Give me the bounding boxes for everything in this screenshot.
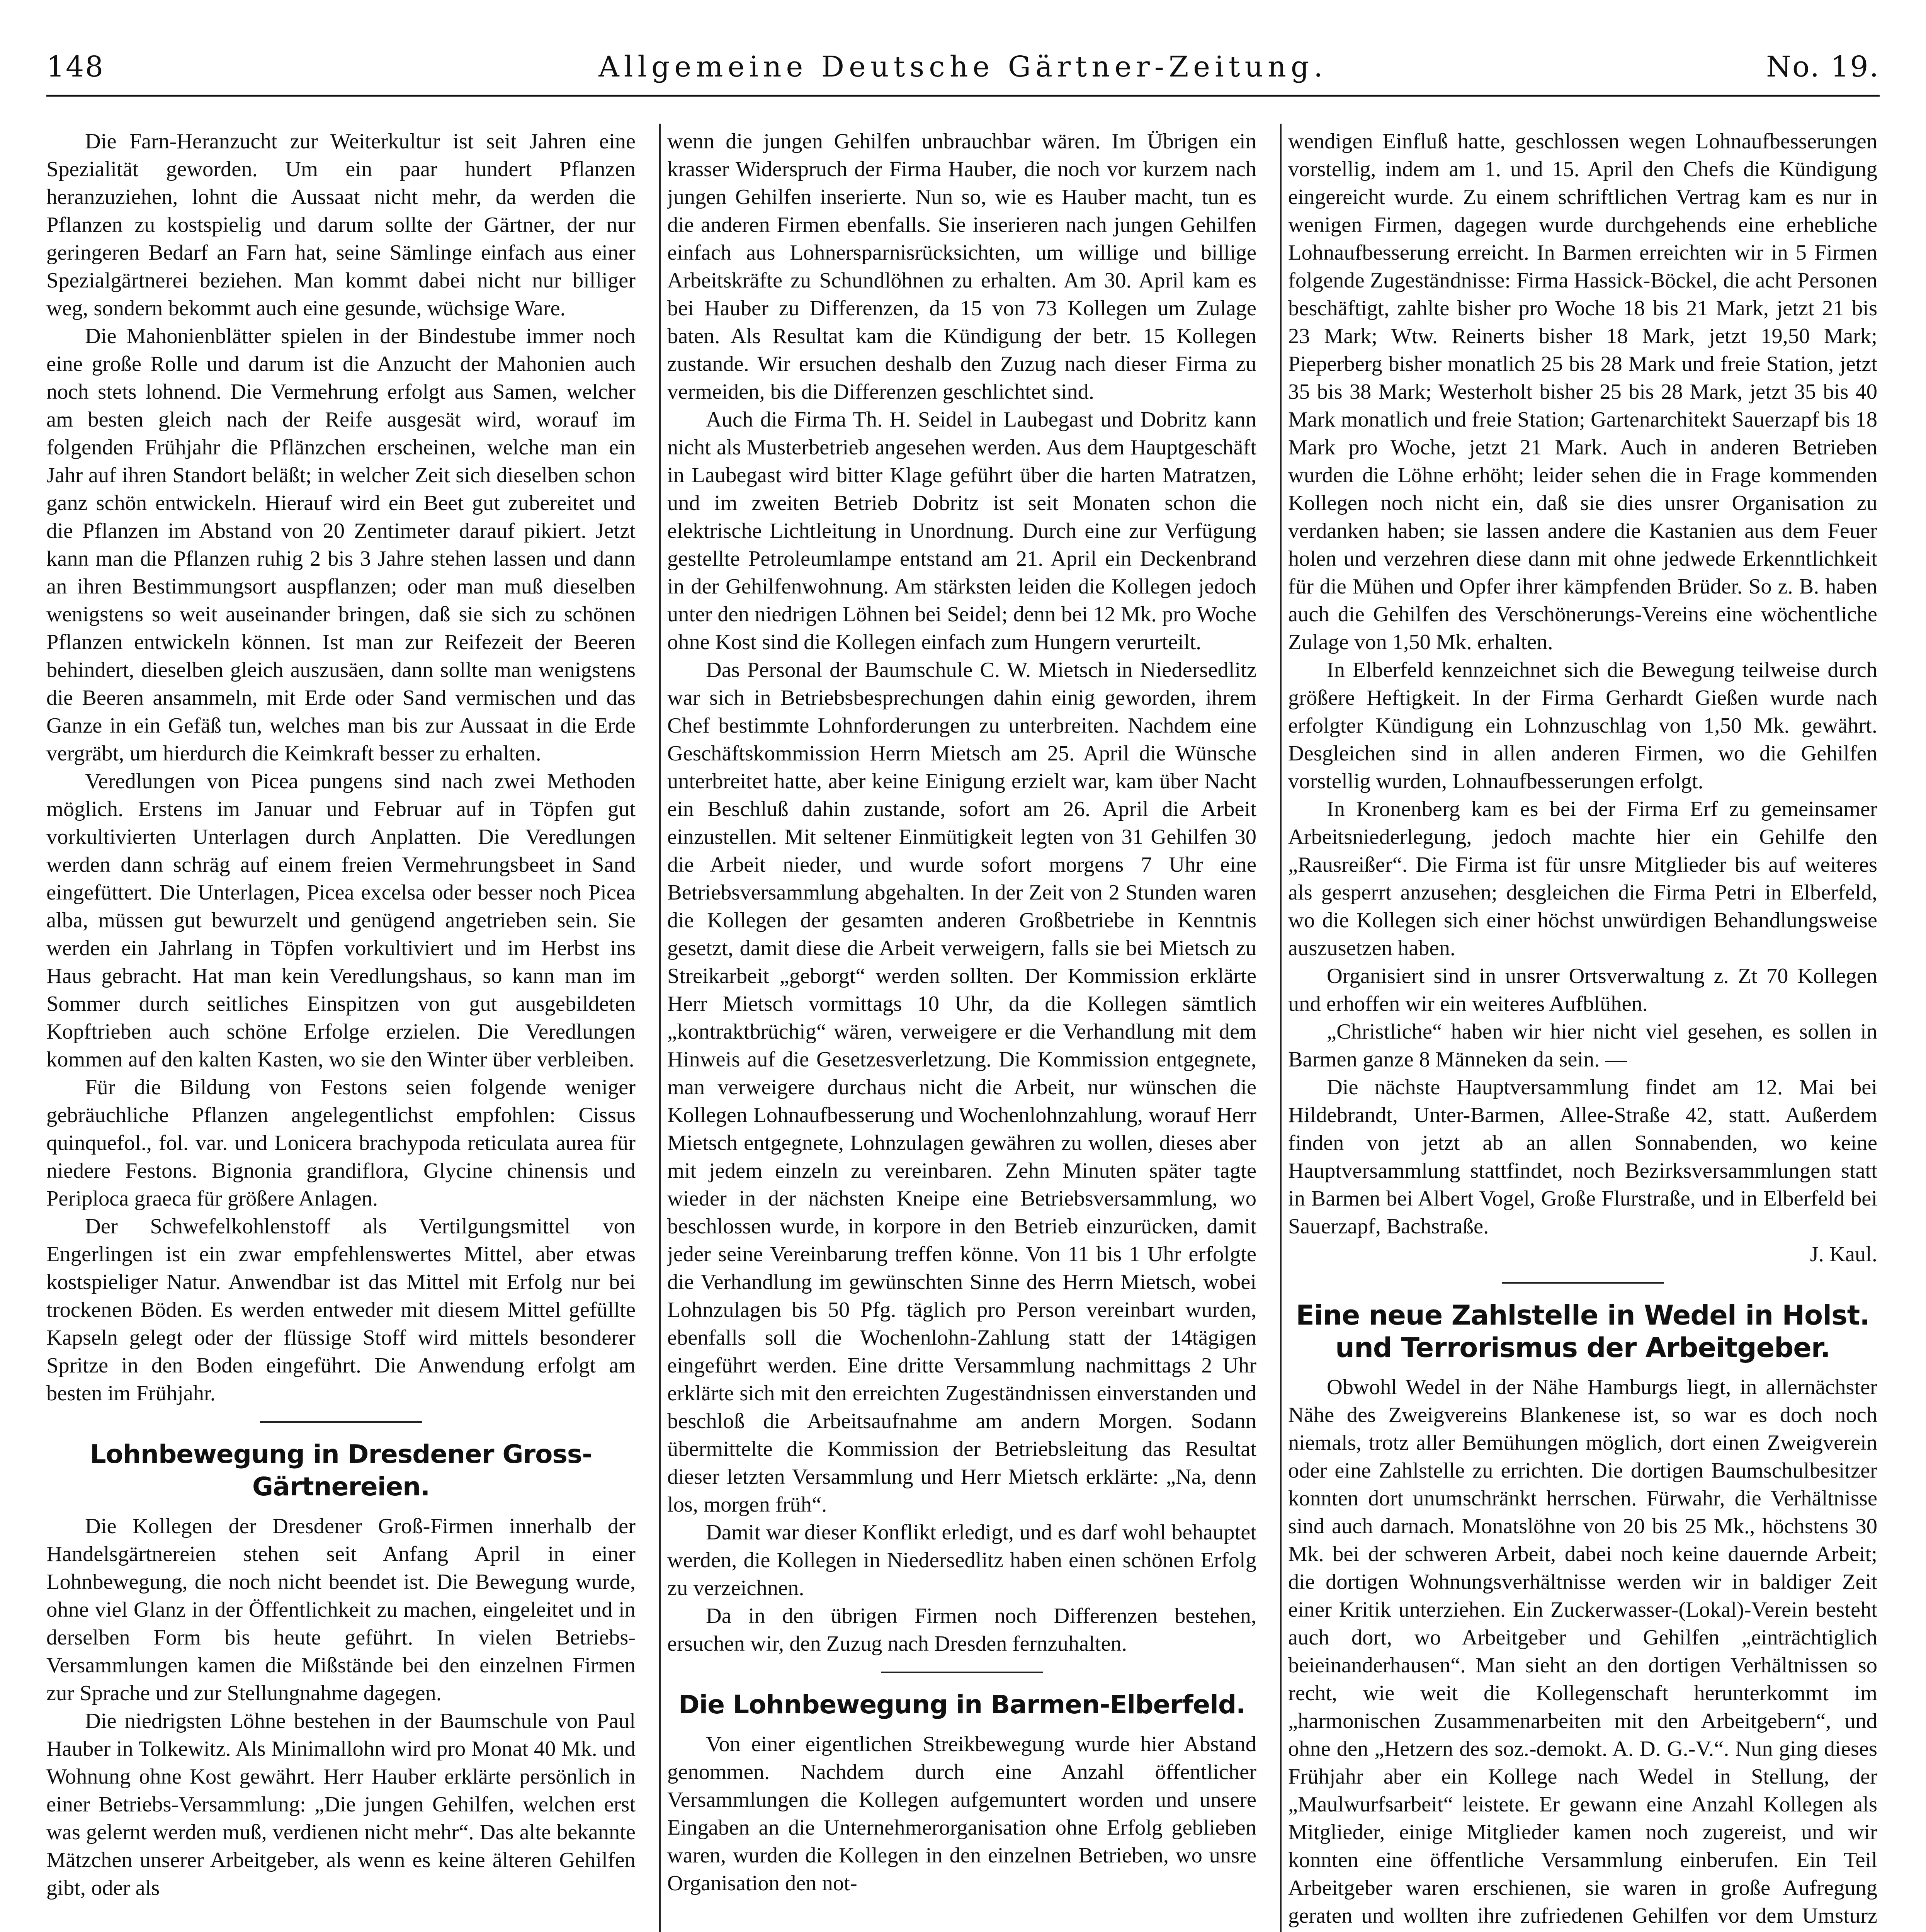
paragraph-picea: Veredlungen von Picea pungens sind nach zwei Methoden möglich. Erstens im Januar und Februar auf in Töpfen gut vorkultivierten Unterlagen durch Anplatten. Die Veredlungen werden dann schräg auf einem freien Vermehrungsbeet in Sand eingefüttert. Die Unterlagen, Picea excelsa oder besser noch Picea alba, müssen gut bewurzelt und genügend angetrieben sein. Sie werden ein Jahrlang in Töpfen vorkultiviert und im Herbst ins Haus gebracht. Hat man kein Veredlungshaus, so kann man im Sommer durch seitliches Einspitzen von gut ausgebildeten Kopftrieben auch schöne Erfolge erzielen. Die Veredlungen kommen auf den kalten Kasten, wo sie den Winter über verbleiben. (46, 769, 636, 1071)
page-header (46, 50, 1880, 97)
paragraph-dresden-intro: Die Kollegen der Dresdener Groß-Firmen innerhalb der Handelsgärtnereien stehen seit Anfang April in einer Lohnbewegung, die noch nicht beendet ist. Die Bewegung wurde, ohne viel Glanz in der Öffentlichkeit zu machen, eingeleitet und in derselben Form bis heute geführt. In vielen Betriebs-Versammlungen kamen die Mißstände bei den einzelnen Firmen zur Sprache und zur Stellungnahme dagegen. (46, 1514, 636, 1705)
paragraph-festons: Für die Bildung von Festons seien folgende weniger gebräuchliche Pflanzen angelegentlichst empfohlen: Cissus quinquefol., fol. var. und Lonicera brachypoda reticulata aurea für niedere Festons. Bignonia grandiflora, Glycine chinensis und Periploca graeca für größere Anlagen. (46, 1075, 636, 1211)
paragraph-christliche: „Christliche“ haben wir hier nicht viel gesehen, es sollen in Barmen ganze 8 Männeken da sein. — (1288, 1020, 1877, 1071)
paragraph-organisiert: Organisiert sind in unsrer Ortsverwaltung z. Zt 70 Kollegen und erhoffen wir ein weiteres Aufblühen. (1288, 964, 1877, 1016)
paragraph-elberfeld: In Elberfeld kennzeichnet sich die Bewegung teilweise durch größere Heftigkeit. In der Firma Gerhardt Gießen wurde nach erfolgter Kündigung ein Lohnzuschlag von 1,50 Mk. gewährt. Desgleichen sind in allen anderen Firmen, wo die Gehilfen vorstellig wurden, Lohnaufbesserungen erfolgt. (1288, 658, 1877, 793)
paragraph-seidel: Auch die Firma Th. H. Seidel in Laubegast und Dobritz kann nicht als Musterbetrieb angesehen werden. Aus dem Hauptgeschäft in Laubegast wird bitter Klage geführt über die harten Matratzen, und im zweiten Betrieb Dobritz ist seit Monaten schon die elektrische Lichtleitung in Unordnung. Durch eine zur Verfügung gestellte Petroleumlampe entstand am 21. April ein Deckenbrand in der Gehilfenwohnung. Am stärksten leiden die Kollegen jedoch unter den niedrigen Löhnen bei Seidel; denn bei 12 Mk. pro Woche ohne Kost sind die Kollegen einfach zum Hungern verurteilt. (667, 408, 1256, 654)
article-heading-barmen: Die Lohnbewegung in Barmen-Elberfeld. (678, 1690, 1246, 1719)
paragraph-mahonien: Die Mahonienblätter spielen in der Bindestube immer noch eine große Rolle und darum ist die Anzucht der Mahonien auch noch stets lohnend. Die Vermehrung erfolgt aus Samen, welcher am besten gleich nach der Reife ausgesät wird, worauf im folgenden Frühjahr die Pflänzchen erscheinen, welche man ein Jahr auf ihren Standort beläßt; in welcher Zeit sich dieselben schon ganz schön entwickeln. Hierauf wird ein Beet gut zubereitet und die Pflanzen im Abstand von 20 Zentimeter darauf pikiert. Jetzt kann man die Pflanzen ruhig 2 bis 3 Jahre stehen lassen und dann an ihren Bestimmungsort auspflanzen; oder man muß dieselben wenigstens so weit auseinander bringen, daß sie sich zu schönen Pflanzen entwickeln können. Ist man zur Reifezeit der Beeren behindert, dieselben gleich auszusäen, dann sollte man wenigstens die Beeren ansammeln, mit Erde oder Sand vermischen und das Ganze in ein Gefäß tun, welches man bis zur Aussaat in die Erde vergräbt, um hierdurch die Keimkraft besser zu erhalten. (46, 324, 636, 765)
paragraph-hauber-continued: wenn die jungen Gehilfen unbrauchbar wären. Im Übrigen ein krasser Widerspruch der Firma Hauber, die noch vor kurzem nach jungen Gehilfen inserierte. Nun so, wie es Hauber macht, tun es die anderen Firmen ebenfalls. Sie inserieren nach jungen Gehilfen einfach aus Lohnersparnisrücksichten, um willige und billige Arbeitskräfte zu Schundlöhnen zu erhalten. Am 30. April kam es bei Hauber zu Differenzen, da 15 von 73 Kollegen um Zulage baten. Als Resultat kam die Kündigung der betr. 15 Kollegen zustande. Wir ersuchen deshalb den Zuzug nach dieser Firma zu vermeiden, bis die Differenzen geschlichtet sind. (667, 129, 1256, 404)
paragraph-mietsch: Das Personal der Baumschule C. W. Mietsch in Niedersedlitz war sich in Betriebsbesprechungen dahin einig geworden, ihrem Chef bestimmte Lohnforderungen zu unterbreiten. Nachdem eine Geschäftskommission Herrn Mietsch am 25. April die Wünsche unterbreitet hatte, aber keine Einigung erzielt war, kam über Nacht ein Beschluß dahin zustande, sofort am 26. April die Arbeit einzustellen. Mit seltener Einmütigkeit legten von 31 Gehilfen 30 die Arbeit nieder, und wurde sofort morgens 7 Uhr eine Betriebsversammlung abgehalten. In der Zeit von 2 Stunden waren die Kollegen der gesamten anderen Großbetriebe in Kenntnis gesetzt, damit diese die Arbeit verweigern, falls sie bei Mietsch zu Streikarbeit „geborgt“ werden sollten. Der Kommission erklärte Herr Mietsch vormittags 10 Uhr, da die Kollegen sämtlich „kontraktbrüchig“ wären, verweigere er die Verhandlung mit dem Hinweis auf die Gesetzesverletzung. Die Kommission entgegnete, man verweigere durchaus nicht die Arbeit, nur wünschen die Kollegen Lohnaufbesserung und Wochenlohnzahlung, worauf Herr Mietsch entgegnete, Lohnzulagen gewähren zu wollen, dieses aber mit jedem einzeln zu vereinbaren. Zehn Minuten später tagte wieder in der nächsten Kneipe eine Betriebsversammlung, wo beschlossen wurde, in korpore in den Betrieb einzurücken, damit jeder seine Vereinbarung treffen könne. Von 11 bis 1 Uhr erfolgte die Verhandlung im gewünschten Sinne des Herrn Mietsch, wobei Lohnzulagen bis 50 Pfg. täglich pro Person vereinbart wurden, ebenfalls soll die Wochenlohn-Zahlung statt der 14tägigen eingeführt werden. Eine dritte Versammlung nachmittags 2 Uhr erklärte sich mit den erreichten Zugeständnissen einverstanden und beschloß die Arbeitsaufnahme am andern Morgen. Sodann übermittelte die Kommission der Betriebsleitung das Resultat dieser letzten Versammlung und Herr Mietsch erklärte: „Na, denn los, morgen früh“. (667, 658, 1256, 1517)
paragraph-barmen-intro: Von einer eigentlichen Streikbewegung wurde hier Abstand genommen. Nachdem durch eine Anzahl öffentlicher Versammlungen die Kollegen aufgemuntert worden und unsere Eingaben an die Unternehmerorganisation ohne Erfolg geblieben waren, wurden die Kollegen in den einzelnen Betrieben, wo unsre Organisation den not- (667, 1732, 1256, 1895)
paragraph-zuzug: Da in den übrigen Firmen noch Differenzen bestehen, ersuchen wir, den Zuzug nach Dresden fernzuhalten. (667, 1604, 1256, 1656)
paragraph-hauber: Die niedrigsten Löhne bestehen in der Baumschule von Paul Hauber in Tolkewitz. Als Minimallohn wird pro Monat 40 Mk. und Wohnung ohne Kost gewährt. Herr Hauber erklärte persönlich in einer Betriebs-Versammlung: „Die jungen Gehilfen, welchen erst was gelernt werden muß, verdienen nicht mehr“. Das alte bekannte Mätzchen unserer Arbeitgeber, als wenn es keine älteren Gehilfen gibt, oder als (46, 1709, 636, 1900)
header-rule (46, 95, 1880, 97)
publication-title: Allgemeine Deutsche Gärtner-Zeitung. (598, 50, 1328, 83)
issue-number: No. 19. (1766, 50, 1880, 83)
column-1 (46, 128, 636, 1932)
paragraph-wedel: Obwohl Wedel in der Nähe Hamburgs liegt, in allernächster Nähe des Zweigvereins Blankenese ist, so war es doch noch niemals, trotz aller Bemühungen möglich, dort einen Zweigverein oder eine Zahlstelle zu errichten. Die dortigen Baumschulbesitzer konnten dort unumschränkt herrschen. Fürwahr, die Verhältnisse sind auch darnach. Monatslöhne von 20 bis 25 Mk., höchstens 30 Mk. bei der schweren Arbeit, dabei noch keine dauernde Arbeit; die dortigen Wohnungsverhältnisse werden wir in baldiger Zeit einer Kritik unterziehen. Ein Zuckerwasser-(Lokal)-Verein besteht auch dort, wo Arbeitgeber und Gehilfen „einträchtiglich beieinanderhausen“. Man sieht an den dortigen Verhältnissen so recht, wie weit die Kollegenschaft herunterkommt im „harmonischen Zusammenarbeiten mit den Arbeitgebern“, und ohne den „Hetzern des soz.-demokt. A. D. G.-V.“. Nun ging dieses Frühjahr aber ein Kollege nach Wedel in Stellung, der „Maulwurfsarbeit“ leistete. Er gewann eine Anzahl Kollegen als Mitglieder, einige Mitglieder kamen noch zugereist, und wir konnten eine öffentliche Versammlung einberufen. Ein Teil Arbeitgeber waren erschienen, sie waren in große Aufregung geraten und wollten ihre zufriedenen Gehilfen vor dem Umsturz (1288, 1375, 1877, 1928)
paragraph-hauptversammlung: Die nächste Hauptversammlung findet am 12. Mai bei Hildebrandt, Unter-Barmen, Allee-Straße 42, statt. Außerdem finden von jetzt ab an allen Sonnabenden, wo keine Hauptversammlung stattfindet, noch Bezirksversammlungen statt in Barmen bei Albert Vogel, Große Flurstraße, und in Elberfeld bei Sauerzapf, Bachstraße. (1288, 1075, 1877, 1238)
paragraph-barmen-continued: wendigen Einfluß hatte, geschlossen wegen Lohnaufbesserungen vorstellig, indem am 1. und 15. April den Chefs die Kündigung eingereicht wurde. Zu einem schriftlichen Vertrag kam es nur in wenigen Firmen, dagegen wurde durchgehends eine erhebliche Lohnaufbesserung erreicht. In Barmen erreichten wir in 5 Firmen folgende Zugeständnisse: Firma Hassick-Böckel, die acht Personen beschäftigt, zahlte bisher pro Woche 18 bis 21 Mark, jetzt 21 bis 23 Mark; Wtw. Reinerts bisher 18 Mark, jetzt 19,50 Mark; Pieperberg bisher monatlich 25 bis 28 Mark und freie Station, jetzt 35 bis 38 Mark; Westerholt bisher 25 bis 28 Mark, jetzt 35 bis 40 Mark monatlich und freie Station; Gartenarchitekt Sauerzapf bis 18 Mark pro Woche, jetzt 21 Mark. Auch in anderen Betrieben wurden die Löhne erhöht; leider sehen die in Frage kommenden Kollegen noch nicht ein, daß sie dies unsrer Organisation zu verdanken haben; sie lassen andere die Kastanien aus dem Feuer holen und verzehren diese dann mit ohne jedwede Erkenntlichkeit für die Mühen und Opfer ihrer kämpfenden Brüder. So z. B. haben auch die Gehilfen des Verschönerungs-Vereins eine wöchentliche Zulage von 1,50 Mk. erhalten. (1288, 129, 1877, 654)
article-heading-wedel: Eine neue Zahlstelle in Wedel in Holst. und Terrorismus der Arbeitgeber. (1296, 1299, 1870, 1364)
column-divider-2 (1280, 124, 1282, 1932)
column-divider-1 (659, 124, 661, 1932)
article-heading-dresden: Lohnbewegung in Dresdener Gross-Gärtnereien. (90, 1439, 592, 1502)
section-separator (260, 1421, 422, 1423)
page-number: 148 (46, 50, 105, 83)
section-separator (1502, 1282, 1664, 1284)
paragraph-schwefelkohlenstoff: Der Schwefelkohlenstoff als Vertilgungsmittel von Engerlingen ist ein zwar empfehlenswertes Mittel, aber etwas kostspieliger Natur. Anwendbar ist das Mittel mit Erfolg nur bei trockenen Böden. Es werden entweder mit diesem Mittel gefüllte Kapseln gelegt oder der flüssige Stoff wird mittels besonderer Spritze in den Boden eingeführt. Die Anwendung erfolgt am besten im Frühjahr. (46, 1214, 636, 1405)
paragraph-kronenberg: In Kronenberg kam es bei der Firma Erf zu gemeinsamer Arbeitsniederlegung, jedoch machte hier ein Gehilfe den „Rausreißer“. Die Firma ist für unsre Mitglieder bis auf weiteres als gesperrt anzusehen; desgleichen die Firma Petri in Elberfeld, wo die Kollegen sich einer höchst unwürdigen Behandlungsweise auszusetzen haben. (1288, 797, 1877, 960)
column-2 (667, 128, 1256, 1932)
paragraph-konflikt: Damit war dieser Konflikt erledigt, und es darf wohl behauptet werden, die Kollegen in Niedersedlitz haben einen schönen Erfolg zu verzeichnen. (667, 1520, 1256, 1600)
column-3 (1288, 128, 1877, 1932)
section-separator (881, 1672, 1043, 1673)
paragraph-farn: Die Farn-Heranzucht zur Weiterkultur ist seit Jahren eine Spezialität geworden. Um ein paar hundert Pflanzen heranzuziehen, lohnt die Aussaat nicht mehr, da werden die Pflanzen zu kostspielig und darum sollte der Gärtner, der nur geringeren Bedarf an Farn hat, seine Sämlinge einfach aus einer Spezialgärtnerei beziehen. Man kommt dabei nicht nur billiger weg, sondern bekommt auch eine gesunde, wüchsige Ware. (46, 129, 636, 320)
article-signature: J. Kaul. (1810, 1242, 1877, 1266)
